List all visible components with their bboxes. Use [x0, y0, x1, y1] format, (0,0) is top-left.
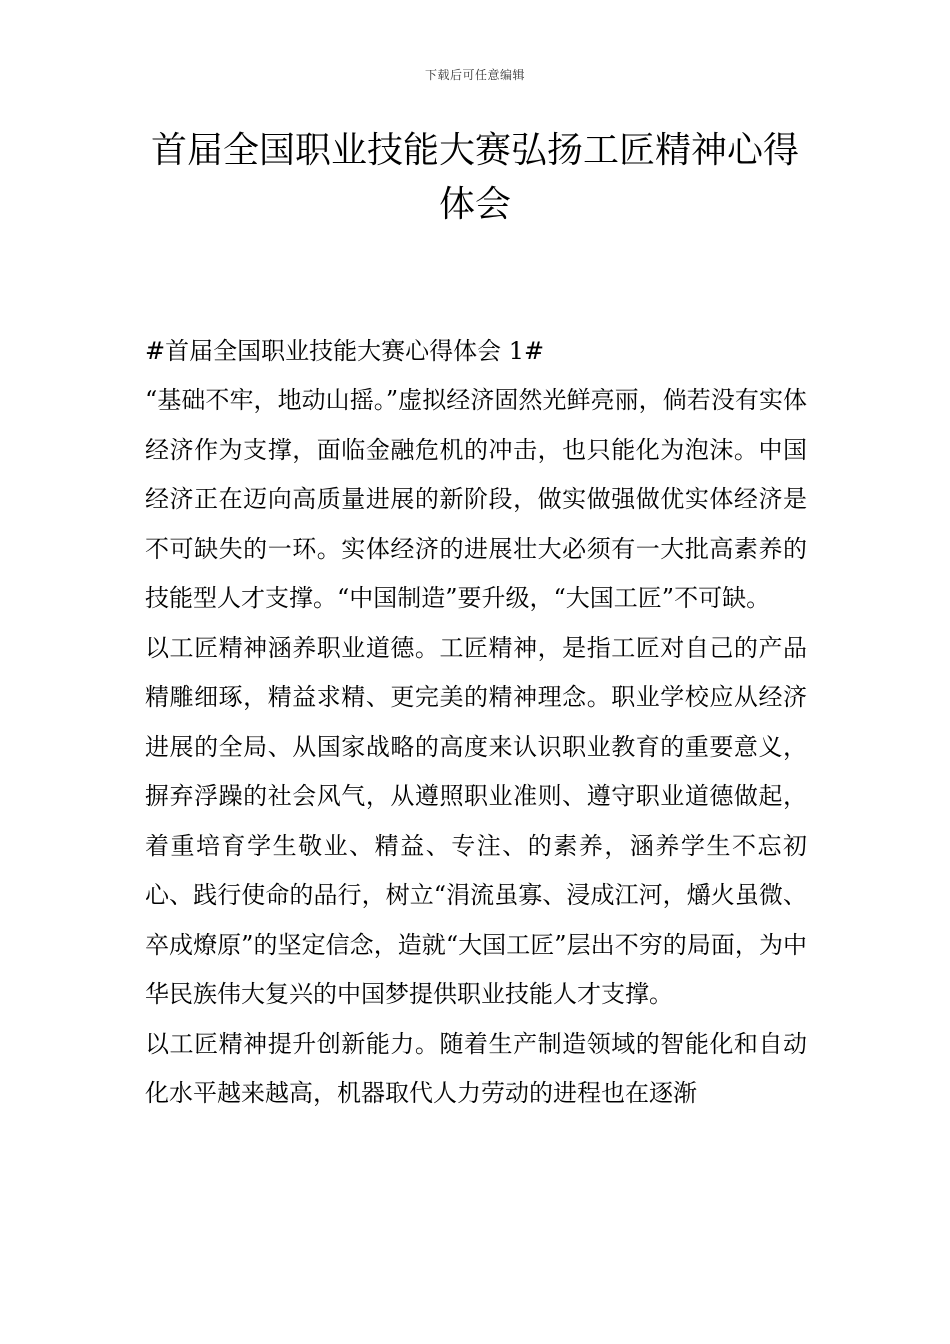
paragraph: “基础不牢，地动山摇。”虚拟经济固然光鲜亮丽，倘若没有实体经济作为支撑，面临金融危机的冲击，也只能化为泡沫。中国经济正在迈向高质量进展的新阶段，做实做强做优实体经济是不可缺失的一环。实体经济的进展壮大必须有一大批高素养的技能型人才支撑。“中国制造”要升级，“大国工匠”不可缺。 — [145, 386, 807, 612]
document-body — [145, 327, 807, 1119]
paragraph: 以工匠精神涵养职业道德。工匠精神，是指工匠对自己的产品精雕细琢，精益求精、更完美的精神理念。职业学校应从经济进展的全局、从国家战略的高度来认识职业教育的重要意义，摒弃浮躁的社会风气，从遵照职业准则、遵守职业道德做起，着重培育学生敬业、精益、专注、的素养，涵养学生不忘初心、践行使命的品行，树立“涓流虽寡、浸成江河，爝火虽微、卒成燎原”的坚定信念，造就“大国工匠”层出不穷的局面，为中华民族伟大复兴的中国梦提供职业技能人才支撑。 — [145, 633, 807, 1008]
header-note: 下载后可任意编辑 — [424, 68, 525, 82]
document-title: 首届全国职业技能大赛弘扬工匠精神心得体会 — [150, 130, 799, 225]
section-heading: #首届全国职业技能大赛心得体会 1# — [145, 337, 545, 365]
paragraph: 以工匠精神提升创新能力。随着生产制造领域的智能化和自动化水平越来越高，机器取代人力劳动的进程也在逐渐 — [145, 1029, 807, 1107]
